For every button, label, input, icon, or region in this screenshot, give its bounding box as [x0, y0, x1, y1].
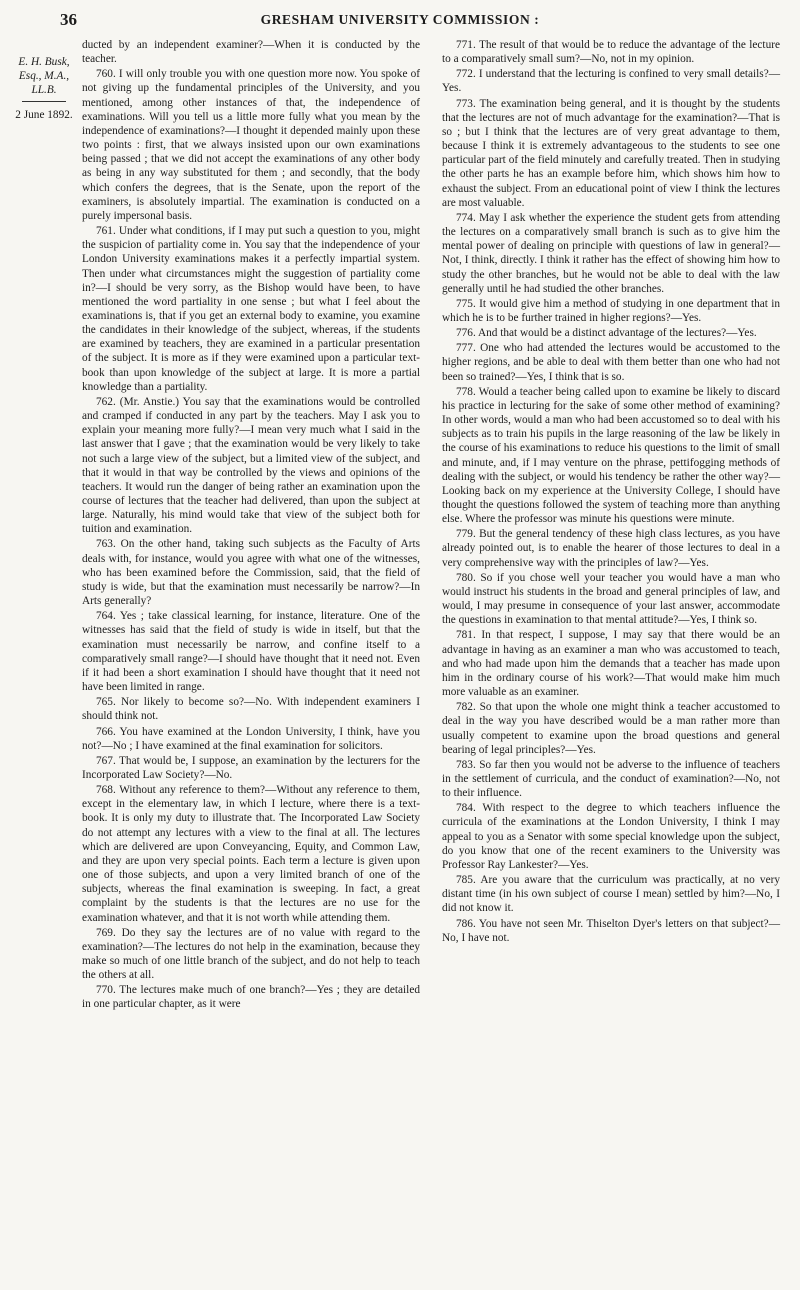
testimony-paragraph: 760. I will only trouble you with one question more now. You spoke of not giving up the fundamental principles of the University, and you mentioned, among other instances of that, the independence of examinations. Will you tell us a little more fully what you mean by the independence of examinations?—I thought it depended mainly upon these two points : first, that we always insisted upon our own examinations being passed ; that we did not accept the examinations of any other body as being in any way substituted for them ; and secondly, that the body which confers the degrees, that is the Senate, upon the report of the examiners, is absolutely impartial. The examination is conducted on a purely impersonal basis. — [82, 68, 420, 222]
testimony-paragraph: 768. Without any reference to them?—Without any reference to them, except in the elementary law, in which I lecture, where there is a text-book. It is only my duty to illustrate that. The Incorporated Law Society do not attempt any lectures with a view to the final at all. The lectures which are delivered are upon Conveyancing, Equity, and Common Law, and they are upon very special points. Each term a lecture is given upon one of those subjects, and upon a very limited branch of one of the subjects, whereas the final examination is sweeping. In fact, a great complaint by the students is that the lectures are no use for the examination whatever, and that it is not worth while attending them. — [82, 784, 420, 924]
testimony-paragraph: 769. Do they say the lectures are of no value with regard to the examination?—The lectures do not help in the examination, because they make so much of one little branch of the subject, and do not help to teach the others at all. — [82, 926, 420, 982]
testimony-paragraph: 774. May I ask whether the experience the student gets from attending the lectures on a comparatively small branch is such as to give him the mental power of dealing on principle with questions of law in general?—Not, I think, directly. I think it rather has the effect of showing him how to study the other branches, but he would not be able to deal with the law generally until he had studied the other branches. — [442, 211, 780, 295]
testimony-paragraph: 779. But the general tendency of these high class lectures, as you have already pointed out, is to enable the hearer of those lectures to deal in a very comprehensive way with the principles of law?—Yes. — [442, 528, 780, 569]
running-title: GRESHAM UNIVERSITY COMMISSION : — [260, 12, 540, 27]
testimony-paragraph: 780. So if you chose well your teacher you would have a man who would instruct his students in the broad and general principles of law, and would, I may presume in consequence of your last answer, accommodate the questions in examination to that mental attitude?—Yes, I think so. — [442, 571, 780, 627]
right-column — [442, 38, 780, 945]
testimony-date: 2 June 1892. — [15, 109, 73, 121]
testimony-paragraph: 783. So far then you would not be adverse to the influence of teachers in the settlement of curricula, and the conduct of examination?—No, not to their influence. — [442, 758, 780, 800]
testimony-paragraph: 764. Yes ; take classical learning, for instance, literature. One of the witnesses has said that the field of study is wide in itself, but that the examination must necessarily be narrow, and confine itself to a comparatively small range?—I should have thought that it need not. Even if it had been a short examination I should have thought that it need not have been limited in range. — [82, 610, 420, 694]
testimony-paragraph: 776. And that would be a distinct advantage of the lectures?—Yes. — [456, 327, 757, 340]
testimony-paragraph: 763. On the other hand, taking such subjects as the Faculty of Arts deals with, for instance, would you agree with what one of the witnesses, who has been examined before the Commission, said, that the field of study is wide, but that the examination must necessarily be narrow?—In Arts generally? — [82, 538, 420, 608]
testimony-paragraph: 782. So that upon the whole one might think a teacher accustomed to deal in the way you have described would be a man rather more than usually competent to examine upon the broad questions and general bearing of legal principles?—Yes. — [442, 701, 780, 756]
testimony-paragraph: 766. You have examined at the London University, I think, have you not?—No ; I have examined at the final examination for solicitors. — [82, 725, 420, 752]
testimony-paragraph: 767. That would be, I suppose, an examination by the lecturers for the Incorporated Law Society?—No. — [82, 754, 420, 781]
testimony-paragraph: 762. (Mr. Anstie.) You say that the examinations would be controlled and cramped if conducted in any part by the teachers. May I ask you to explain your meaning more fully?—I mean very much what I said in the last answer that I gave ; that the examination would be very likely to take not such a large view of the subject, but a limited view of the subject, and that it would in that way be controlled by the views and opinions of the teachers. It would run the danger of being rather an examination upon the course of lectures that the teacher had delivered, than upon the subject at large. Naturally, his mind would take that view of the subject both for tuition and examination. — [82, 395, 420, 536]
testimony-paragraph: 773. The examination being general, and it is thought by the students that the lectures are not of much advantage for the examination?—That is so ; but I think that the lectures are of very great advantage to them, because I think it is extremely advantageous to the students to see one particular part of the field minutely and carefully treated. Then in studying the other parts he has an example before him, which shows him how to exhaust the subject. From an educational point of view I think the lectures are most valuable. — [442, 97, 780, 209]
testimony-paragraph: 765. Nor likely to become so?—No. With independent examiners I should think not. — [82, 696, 420, 723]
testimony-paragraph: 778. Would a teacher being called upon to examine be likely to discard his practice in lecturing for the sake of some other method of examining? In other words, would a man who had been accustomed so to deal with his subjects as to train his pupils in the large reasoning of the law be likely in the course of his examinations to reduce his questions to the limit of small and minute, and, if I may venture on the phrase, pettifogging methods of dealing with the subject, or would his tendency be rather the other way?—Looking back on my experience at the University College, I should have thought the questions followed the system of teaching more than anything else. Where the professor was minute his questions were minute. — [442, 385, 780, 526]
page-number: 36 — [60, 10, 77, 29]
testimony-paragraph: 777. One who had attended the lectures would be accustomed to the higher regions, and be able to deal with them better than one who had not been so trained?—Yes, I think that is so. — [442, 342, 780, 383]
testimony-paragraph: 784. With respect to the degree to which teachers influence the curricula of the examinations at the London University, I think I may appeal to you as a Senator with some special knowledge upon the subject, do you know that one of the recent examiners to the University was Professor Ray Lankester?—Yes. — [442, 802, 780, 871]
testimony-paragraph: 771. The result of that would be to reduce the advantage of the lecture to a comparatively small sum?—No, not in my opinion. — [442, 39, 780, 66]
margin-note — [14, 55, 74, 122]
left-column — [82, 38, 420, 1012]
testimony-paragraph: 761. Under what conditions, if I may put such a question to you, might the suspicion of partiality come in. You say that the independence of your London University examinations makes it a perfectly impartial system. Then under what circumstances might the suggestion of partiality come in?—I should be very sorry, as the Bishop would have been, to have mentioned the word partiality in one sense ; but what I feel about the examinations is, that if you get an external body to examine, you examine the candidates in their knowledge of the subject, whereas, if the students are examined by teachers, they are examined in a particular presentation of the subject. It is more as if they were examined upon a particular text-book than upon knowledge of the subject at large. It is more a partial knowledge than a partiality. — [82, 225, 420, 393]
page-header — [0, 10, 800, 34]
witness-name: E. H. Busk, Esq., M.A., LL.B. — [18, 56, 70, 96]
margin-divider — [22, 101, 66, 102]
testimony-paragraph: ducted by an independent examiner?—When it is conducted by the teacher. — [82, 39, 420, 66]
testimony-paragraph: 775. It would give him a method of studying in one department that in which he is to be further trained in higher regions?—Yes. — [442, 297, 780, 324]
testimony-paragraph: 781. In that respect, I suppose, I may say that there would be an advantage in having as an examiner a man who was accustomed to teach, and who had made upon him the demands that a teacher has made upon him in the ordinary course of his work?—That would make him much more valuable as an examiner. — [442, 629, 780, 699]
testimony-paragraph: 772. I understand that the lecturing is confined to very small details?—Yes. — [442, 68, 780, 95]
testimony-paragraph: 786. You have not seen Mr. Thiselton Dyer's letters on that subject?—No, I have not. — [442, 917, 780, 944]
testimony-paragraph: 770. The lectures make much of one branch?—Yes ; they are detailed in one particular chapter, as it were — [82, 984, 420, 1011]
testimony-paragraph: 785. Are you aware that the curriculum was practically, at no very distant time (in his own subject of course I mean) settled by him?—No, I did not know it. — [442, 874, 780, 915]
